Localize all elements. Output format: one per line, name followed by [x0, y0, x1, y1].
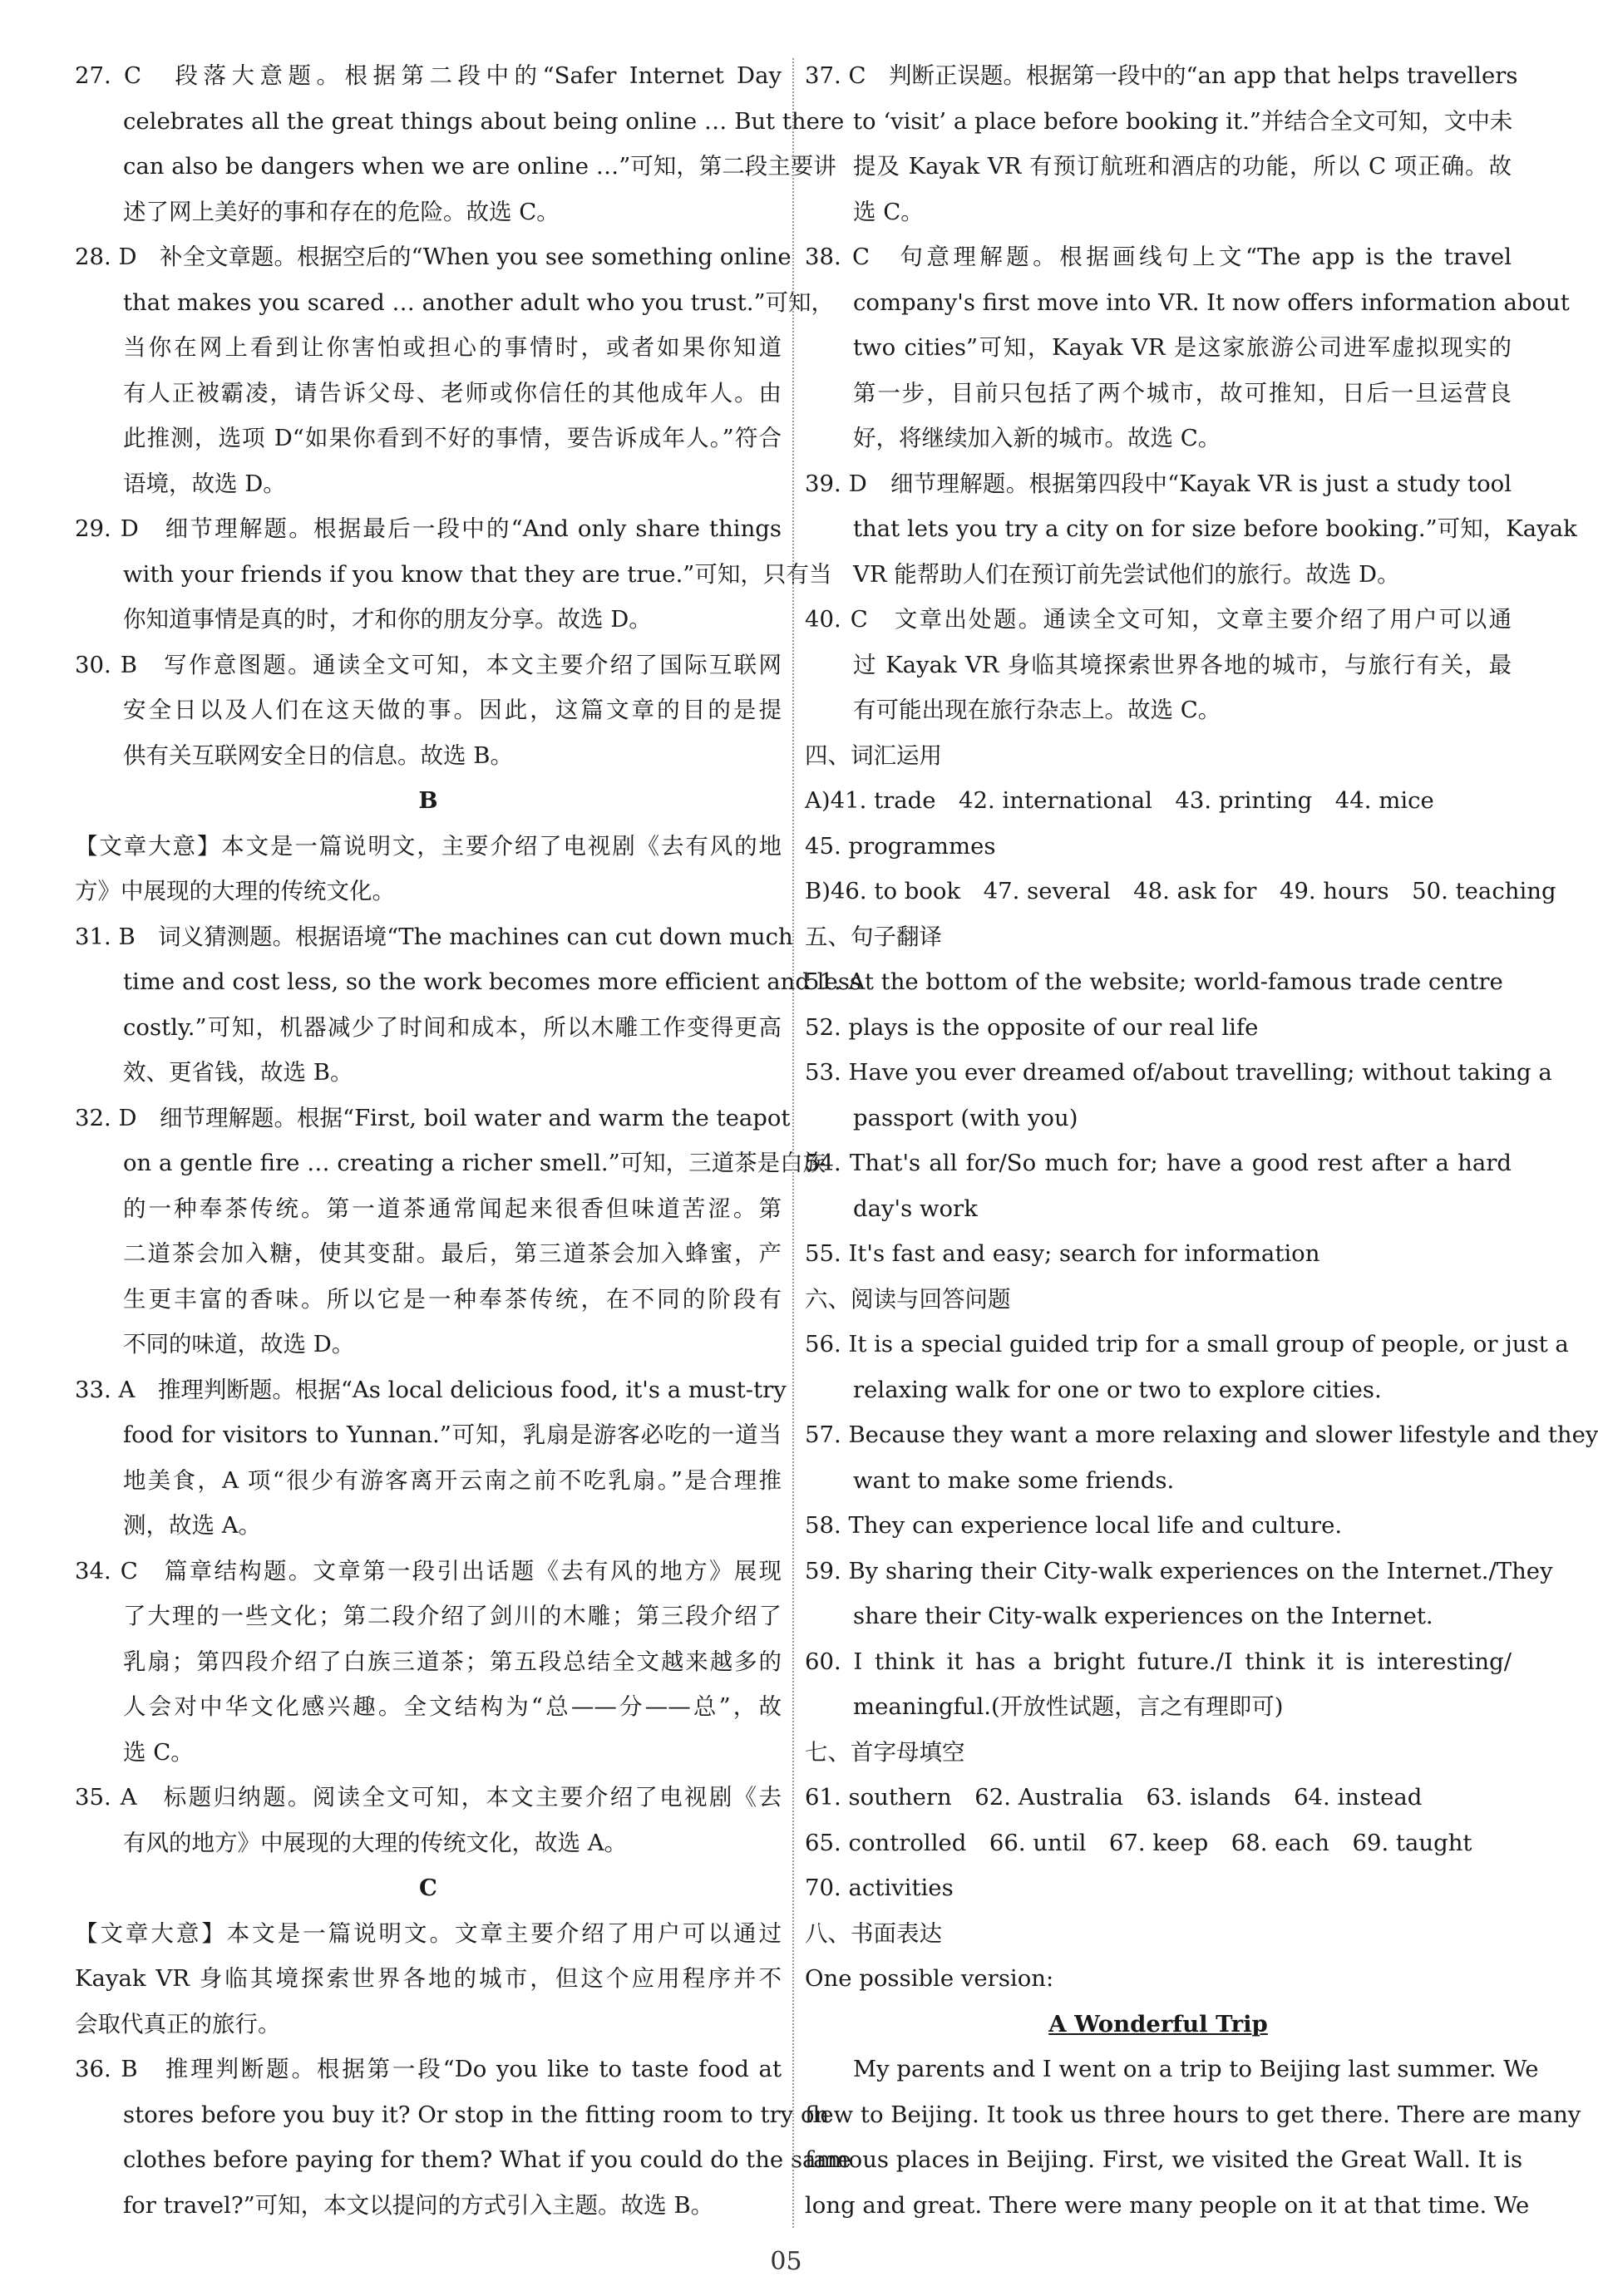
text-line: 32. D 细节理解题。根据“First, boil water and warm the teapot	[75, 1104, 791, 1131]
text-line: passport (with you)	[853, 1104, 1078, 1131]
text-line: 五、句子翻译	[805, 923, 942, 950]
text-line: 有风的地方》中展现的大理的传统文化，故选 A。	[123, 1829, 628, 1856]
text-line: 【文章大意】本文是一篇说明文。文章主要介绍了用户可以通过	[75, 1919, 782, 1947]
text-line: 测，故选 A。	[123, 1512, 262, 1539]
text-line: 会取代真正的旅行。	[75, 2010, 281, 2037]
text-line: 31. B 词义猜测题。根据语境“The machines can cut down much	[75, 923, 793, 950]
text-line: 六、阅读与回答问题	[805, 1285, 1011, 1313]
text-line: 70. activities	[805, 1875, 954, 1901]
text-line: want to make some friends.	[853, 1466, 1175, 1494]
text-line: 35. A 标题归纳题。阅读全文可知，本文主要介绍了电视剧《去	[75, 1784, 782, 1811]
text-line: 第一步，目前只包括了两个城市，故可推知，日后一旦运营良	[853, 379, 1512, 406]
column-divider	[792, 58, 794, 2228]
text-line: 二道茶会加入糖，使其变甜。最后，第三道茶会加入蜂蜜，产	[123, 1240, 782, 1267]
text-line: costly.”可知，机器减少了时间和成本，所以木雕工作变得更高	[123, 1013, 782, 1041]
text-line: 语境，故选 D。	[123, 470, 286, 497]
text-line: VR 能帮助人们在预订前先尝试他们的旅行。故选 D。	[853, 560, 1400, 588]
text-line: 好，将继续加入新的城市。故选 C。	[853, 425, 1221, 451]
text-line: long and great. There were many people on it at that time. We	[805, 2191, 1530, 2219]
text-line: can also be dangers when we are online …”可知，第二段主要讲	[123, 153, 836, 180]
text-line: 45. programmes	[805, 832, 996, 860]
text-line: 不同的味道，故选 D。	[123, 1331, 355, 1357]
text-line: 56. It is a special guided trip for a small group of people, or just a	[805, 1331, 1569, 1357]
text-line: 38. C 句意理解题。根据画线句上文“The app is the travel	[805, 244, 1512, 270]
text-line: 此推测，选项 D“如果你看到不好的事情，要告诉成年人。”符合	[123, 425, 782, 451]
text-line: day's work	[853, 1195, 978, 1222]
text-line: 过 Kayak VR 身临其境探索世界各地的城市，与旅行有关，最	[853, 651, 1512, 678]
text-line: 33. A 推理判断题。根据“As local delicious food, it's a must-try	[75, 1376, 787, 1403]
text-line: 当你在网上看到让你害怕或担心的事情时，或者如果你知道	[123, 334, 782, 361]
text-line: 40. C 文章出处题。通读全文可知，文章主要介绍了用户可以通	[805, 606, 1512, 633]
text-line: 有人正被霸凌，请告诉父母、老师或你信任的其他成年人。由	[123, 379, 782, 406]
text-line: two cities”可知，Kayak VR 是这家旅游公司进军虚拟现实的	[853, 334, 1512, 361]
text-line: 供有关互联网安全日的信息。故选 B。	[123, 742, 513, 769]
text-line: My parents and I went on a trip to Beijing last summer. We	[853, 2056, 1539, 2082]
text-line: 53. Have you ever dreamed of/about travelling; without taking a	[805, 1059, 1552, 1086]
text-line: food for visitors to Yunnan.”可知，乳扇是游客必吃的一道当	[123, 1421, 782, 1448]
text-line: 36. B 推理判断题。根据第一段“Do you like to taste food at	[75, 2056, 782, 2082]
text-line: Kayak VR 身临其境探索世界各地的城市，但这个应用程序并不	[75, 1965, 782, 1992]
text-line: 【文章大意】本文是一篇说明文，主要介绍了电视剧《去有风的地	[75, 832, 782, 860]
text-line: company's first move into VR. It now offers information about	[853, 288, 1570, 316]
text-line: 65. controlled 66. until 67. keep 68. each 69. taught	[805, 1829, 1472, 1856]
text-line: 提及 Kayak VR 有预订航班和酒店的功能，所以 C 项正确。故	[853, 153, 1512, 180]
text-line: 选 C。	[123, 1738, 194, 1766]
text-line: 37. C 判断正误题。根据第一段中的“an app that helps travellers	[805, 62, 1518, 89]
text-line: 51. At the bottom of the website; world-famous trade centre	[805, 968, 1503, 995]
text-line: 52. plays is the opposite of our real life	[805, 1013, 1259, 1041]
text-line: 28. D 补全文章题。根据空后的“When you see something online	[75, 244, 792, 270]
text-line: 30. B 写作意图题。通读全文可知，本文主要介绍了国际互联网	[75, 651, 782, 678]
text-line: relaxing walk for one or two to explore cities.	[853, 1376, 1382, 1403]
text-line: 述了网上美好的事和存在的危险。故选 C。	[123, 198, 560, 225]
text-line: flew to Beijing. It took us three hours to get there. There are many	[805, 2101, 1581, 2128]
text-line: 57. Because they want a more relaxing and slower lifestyle and they	[805, 1421, 1598, 1448]
text-line: C	[419, 1875, 437, 1901]
text-line: 地美食，A 项“很少有游客离开云南之前不吃乳扇。”是合理推	[123, 1466, 782, 1494]
text-line: 39. D 细节理解题。根据第四段中“Kayak VR is just a study tool	[805, 470, 1512, 497]
text-line: 34. C 篇章结构题。文章第一段引出话题《去有风的地方》展现	[75, 1557, 782, 1584]
text-line: 生更丰富的香味。所以它是一种奉茶传统，在不同的阶段有	[123, 1285, 782, 1313]
text-line: B)46. to book 47. several 48. ask for 49. hours 50. teaching	[805, 878, 1556, 904]
text-line: 有可能出现在旅行杂志上。故选 C。	[853, 697, 1221, 723]
text-line: 七、首字母填空	[805, 1738, 965, 1766]
text-line: that lets you try a city on for size before booking.”可知，Kayak	[853, 515, 1577, 542]
text-line: 八、书面表达	[805, 1919, 942, 1947]
text-line: stores before you buy it? Or stop in the fitting room to try on	[123, 2101, 830, 2128]
text-line: 的一种奉茶传统。第一道茶通常闻起来很香但味道苦涩。第	[123, 1195, 782, 1222]
left-column	[75, 53, 862, 2228]
text-line: on a gentle fire … creating a richer smell.”可知，三道茶是白族	[123, 1150, 826, 1176]
text-line: One possible version:	[805, 1965, 1054, 1992]
text-line: 59. By sharing their City-walk experiences on the Internet./They	[805, 1557, 1553, 1584]
text-line: 29. D 细节理解题。根据最后一段中的“And only share things	[75, 515, 782, 542]
text-line: 你知道事情是真的时，才和你的朋友分享。故选 D。	[123, 606, 652, 633]
text-line: 58. They can experience local life and culture.	[805, 1512, 1343, 1539]
text-line: share their City-walk experiences on the Internet.	[853, 1603, 1433, 1629]
text-line: 乳扇；第四段介绍了白族三道茶；第五段总结全文越来越多的	[123, 1648, 782, 1675]
text-line: A Wonderful Trip	[1048, 2010, 1268, 2037]
text-line: that makes you scared … another adult who you trust.”可知，	[123, 288, 835, 316]
text-line: for travel?”可知，本文以提问的方式引入主题。故选 B。	[123, 2191, 714, 2219]
text-line: 人会对中华文化感兴趣。全文结构为“总——分——总”，故	[123, 1693, 782, 1720]
text-line: famous places in Beijing. First, we visited the Great Wall. It is	[805, 2146, 1523, 2173]
text-line: to ‘visit’ a place before booking it.”并结合全文可知，文中未	[853, 107, 1513, 135]
text-line: 安全日以及人们在这天做的事。因此，这篇文章的目的是提	[123, 697, 782, 723]
text-line: 效、更省钱，故选 B。	[123, 1059, 353, 1086]
text-line: celebrates all the great things about being online … But there	[123, 107, 845, 135]
page-number: 05	[770, 2247, 802, 2276]
text-line: 55. It's fast and easy; search for information	[805, 1240, 1320, 1267]
text-line: clothes before paying for them? What if you could do the same	[123, 2146, 851, 2173]
text-line: B	[418, 787, 438, 814]
text-line: 60. I think it has a bright future./I think it is interesting/	[805, 1648, 1512, 1675]
text-line: with your friends if you know that they are true.”可知，只有当	[123, 560, 832, 588]
text-line: 方》中展现的大理的传统文化。	[75, 878, 395, 904]
text-line: A)41. trade 42. international 43. printing 44. mice	[805, 787, 1434, 814]
text-line: 了大理的一些文化；第二段介绍了剑川的木雕；第三段介绍了	[123, 1603, 782, 1629]
right-column	[805, 53, 1598, 2228]
text-line: 61. southern 62. Australia 63. islands 64. instead	[805, 1784, 1423, 1811]
text-line: 27. C 段落大意题。根据第二段中的“Safer Internet Day	[75, 62, 782, 89]
text-line: meaningful.(开放性试题，言之有理即可)	[853, 1693, 1284, 1720]
text-line: 54. That's all for/So much for; have a good rest after a hard	[805, 1150, 1512, 1176]
text-line: time and cost less, so the work becomes more efficient and less	[123, 968, 862, 995]
text-line: 四、词汇运用	[805, 742, 942, 769]
text-line: 选 C。	[853, 198, 924, 225]
